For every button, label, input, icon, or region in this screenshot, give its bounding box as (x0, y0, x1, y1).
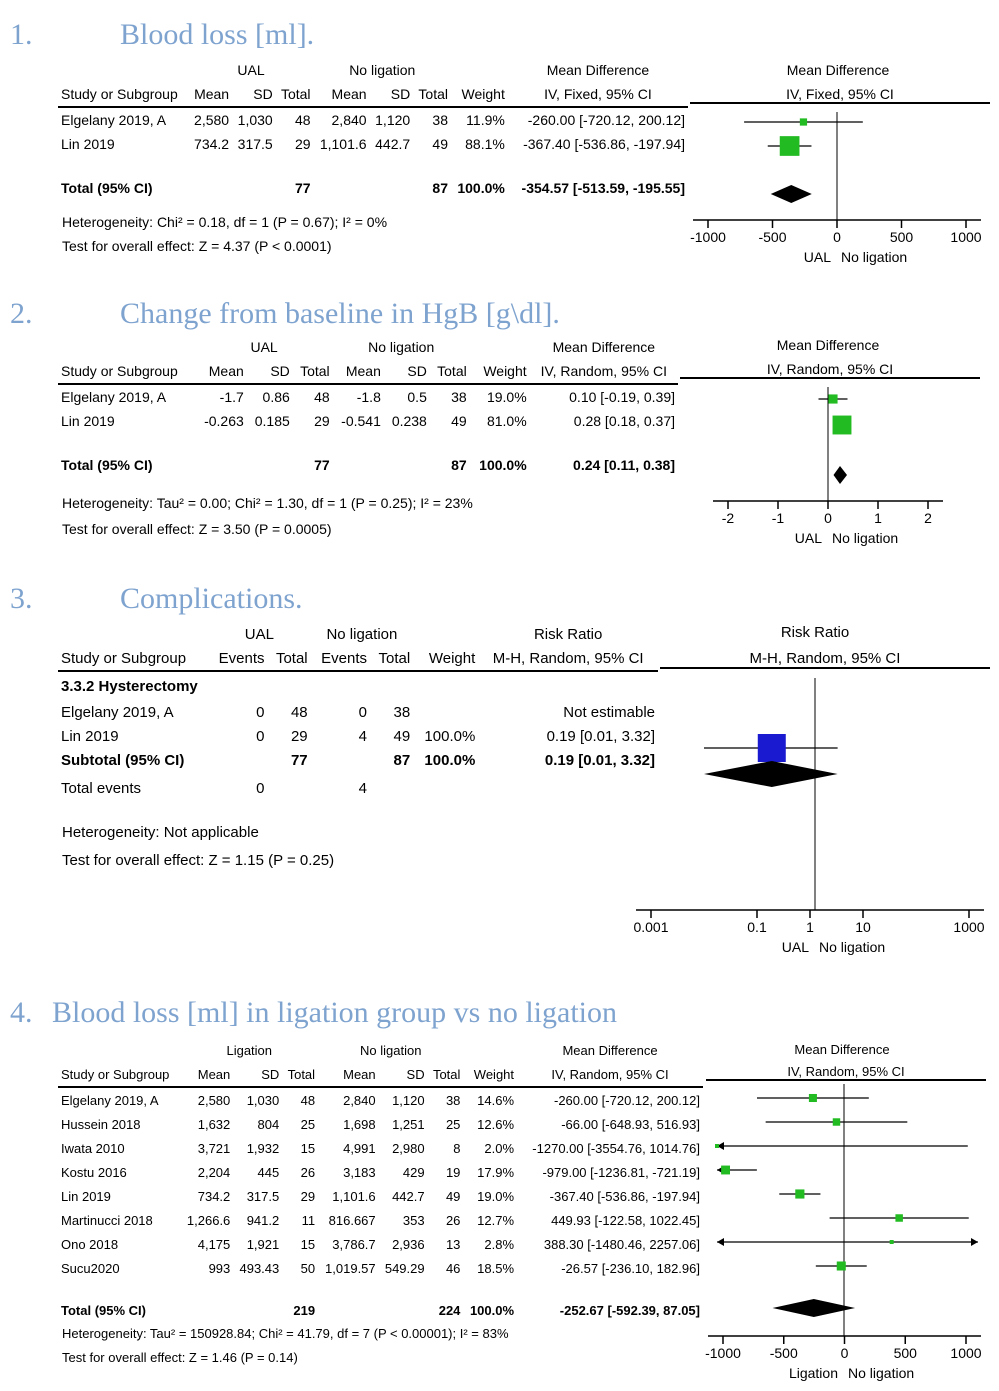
col-header: Events (321, 649, 368, 667)
cell: 12.6% (477, 1116, 515, 1132)
cell: 734.2 (194, 136, 230, 152)
col-header: IV, Fixed, 95% CI (544, 86, 652, 102)
group1-header: UAL (237, 62, 265, 78)
cell: 1,030 (246, 1092, 280, 1108)
axis-left-label: UAL (781, 939, 809, 955)
total-label: Total (95% CI) (61, 457, 153, 473)
study-name: Iwata 2010 (61, 1140, 125, 1156)
cell: -260.00 [-720.12, 200.12] (553, 1092, 700, 1108)
x-tick-label: -2 (721, 510, 735, 526)
cell: -66.00 [-648.93, 516.93] (561, 1116, 700, 1132)
cell: 317.5 (237, 136, 273, 152)
cell: 38 (432, 112, 448, 128)
cell: -260.00 [-720.12, 200.12] (527, 112, 685, 128)
panel-title: Complications. (120, 582, 303, 615)
cell: 2,840 (343, 1092, 376, 1108)
col-header: Study or Subgroup (61, 363, 178, 379)
cell: 38 (445, 1092, 461, 1108)
col-header: IV, Random, 95% CI (540, 363, 667, 379)
overall-effect-note: Test for overall effect: Z = 1.15 (P = 0.25) (62, 852, 335, 869)
study-marker (780, 136, 800, 156)
x-tick-label: -500 (769, 1345, 798, 1361)
cell: -354.57 [-513.59, -195.55] (521, 180, 685, 196)
ci-arrow-right (971, 1238, 978, 1246)
ci-arrow-left (717, 1238, 724, 1246)
cell: 29 (294, 136, 311, 152)
cell: 100.0% (457, 180, 505, 196)
axis-left-label: UAL (794, 530, 822, 546)
study-marker (800, 118, 807, 125)
panel-number: 2. (10, 297, 33, 330)
cell: 0.28 [0.18, 0.37] (573, 413, 675, 429)
axis-right-label: No ligation (832, 530, 899, 546)
axis-left-label: UAL (803, 249, 831, 265)
col-header: Total (287, 1066, 316, 1082)
col-header: Total (378, 649, 411, 667)
cell: 353 (402, 1212, 425, 1228)
col-header: SD (390, 86, 411, 102)
col-header: Total (275, 649, 308, 667)
cell: 18.5% (477, 1260, 515, 1276)
cell: 388.30 [-1480.46, 2257.06] (543, 1236, 700, 1252)
effect-header: Mean Difference (546, 62, 650, 78)
cell: -1.8 (356, 389, 381, 405)
cell: 3,786.7 (332, 1236, 376, 1252)
panel-3 (0, 570, 999, 980)
col-header: Mean (194, 86, 230, 102)
cell: 1,030 (237, 112, 273, 128)
cell: 14.6% (477, 1092, 515, 1108)
x-tick-label: 0.001 (633, 919, 669, 935)
col-header: Study or Subgroup (61, 649, 187, 667)
col-header: Total (437, 363, 467, 379)
cell: 0.5 (407, 389, 427, 405)
cell: 100.0% (424, 751, 476, 769)
study-name: Elgelany 2019, A (61, 112, 167, 128)
study-marker (721, 1166, 730, 1175)
cell: 50 (300, 1260, 316, 1276)
pooled-diamond (834, 466, 848, 484)
study-marker (758, 734, 786, 762)
x-tick-label: -1000 (705, 1345, 741, 1361)
overall-effect-note: Test for overall effect: Z = 4.37 (P < 0.0001) (62, 238, 332, 254)
x-tick-label: 0.1 (747, 919, 767, 935)
cell: 493.43 (239, 1260, 280, 1276)
heterogeneity-note: Heterogeneity: Chi² = 0.18, df = 1 (P = 0.67); I² = 0% (62, 214, 388, 230)
col-header: Weight (461, 86, 505, 102)
col-header: Mean (208, 363, 244, 379)
col-header: Total (432, 1066, 461, 1082)
cell: -367.40 [-536.86, -197.94] (523, 136, 685, 152)
overall-effect-note: Test for overall effect: Z = 1.46 (P = 0.14) (62, 1350, 298, 1365)
plot-header-2: IV, Random, 95% CI (706, 1064, 986, 1081)
col-header: Weight (473, 1066, 515, 1082)
heterogeneity-note: Heterogeneity: Tau² = 150928.84; Chi² = 41.79, df = 7 (P < 0.00001); I² = 83% (62, 1326, 509, 1341)
col-header: Mean (345, 363, 381, 379)
x-tick-label: 1000 (953, 919, 985, 935)
effect-header: Risk Ratio (533, 625, 603, 643)
col-header: SD (406, 1066, 425, 1082)
col-header: Mean (331, 86, 367, 102)
study-name: Sucu2020 (61, 1260, 120, 1276)
cell: 804 (257, 1116, 280, 1132)
col-header: Weight (428, 649, 476, 667)
plot-header-2: M-H, Random, 95% CI (660, 650, 990, 669)
forest-plot (0, 980, 999, 1391)
cell: 88.1% (465, 136, 505, 152)
x-tick-label: 0 (833, 229, 841, 245)
cell: 2,980 (392, 1140, 425, 1156)
cell: 49 (432, 136, 448, 152)
cell: 1,101.6 (332, 1188, 376, 1204)
cell: 2.8% (484, 1236, 515, 1252)
panel-4 (0, 980, 999, 1391)
col-header: Study or Subgroup (61, 1066, 170, 1082)
study-name: Elgelany 2019, A (61, 1092, 159, 1108)
col-header: SD (253, 86, 273, 102)
cell: 941.2 (246, 1212, 280, 1228)
col-header: Total (418, 86, 448, 102)
cell: 13 (445, 1236, 461, 1252)
x-tick-label: 1 (874, 510, 882, 526)
cell: 100.0% (479, 457, 527, 473)
subgroup-label: 3.3.2 Hysterectomy (61, 677, 198, 695)
cell: 12.7% (477, 1212, 515, 1228)
panel-number: 4. (10, 996, 33, 1029)
study-marker (837, 1261, 846, 1270)
cell: 1,932 (246, 1140, 280, 1156)
study-marker (833, 1118, 840, 1125)
effect-header: Mean Difference (562, 1042, 658, 1058)
cell: 15 (300, 1140, 316, 1156)
cell: 11 (301, 1212, 316, 1228)
pooled-diamond (773, 1299, 856, 1317)
heterogeneity-note: Heterogeneity: Tau² = 0.00; Chi² = 1.30, df = 1 (P = 0.25); I² = 23% (62, 495, 473, 511)
cell: 26 (445, 1212, 461, 1228)
cell: -0.263 (204, 413, 244, 429)
cell: 87 (432, 180, 448, 196)
cell: 87 (393, 751, 411, 769)
study-marker (895, 1214, 902, 1221)
col-header: Study or Subgroup (61, 86, 178, 102)
cell: 0 (256, 703, 265, 721)
cell: -252.67 [-592.39, 87.05] (559, 1302, 700, 1318)
axis-right-label: No ligation (841, 249, 908, 265)
plot-header: Mean Difference (794, 1042, 890, 1057)
cell: 25 (300, 1116, 316, 1132)
cell: 2,936 (392, 1236, 425, 1252)
total-events-label: Total events (61, 779, 142, 797)
cell: 0.238 (391, 413, 427, 429)
cell: 0.185 (254, 413, 290, 429)
study-name: Elgelany 2019, A (61, 703, 174, 721)
pooled-diamond (704, 761, 838, 787)
cell: 816.667 (328, 1212, 376, 1228)
col-header: Events (218, 649, 265, 667)
study-name: Hussein 2018 (61, 1116, 141, 1132)
panel-title: Blood loss [ml]. (120, 18, 315, 51)
cell: -979.00 [-1236.81, -721.19] (542, 1164, 700, 1180)
cell: 442.7 (392, 1188, 425, 1204)
x-tick-label: 2 (924, 510, 932, 526)
cell: 1,251 (392, 1116, 425, 1132)
study-name: Lin 2019 (61, 727, 119, 745)
cell: 77 (314, 457, 330, 473)
cell: 26 (300, 1164, 316, 1180)
pooled-diamond (771, 185, 812, 203)
group2-header: No ligation (349, 62, 416, 78)
cell: 993 (208, 1260, 231, 1276)
total-label: Total (95% CI) (61, 1302, 146, 1318)
panel-number: 3. (10, 582, 33, 615)
cell: 445 (257, 1164, 280, 1180)
study-name: Ono 2018 (61, 1236, 119, 1252)
cell: 224 (438, 1302, 461, 1318)
study-marker (890, 1240, 894, 1244)
panel-1 (0, 0, 999, 285)
study-marker (828, 394, 837, 403)
cell: 4 (358, 779, 368, 797)
col-header: M-H, Random, 95% CI (492, 649, 644, 667)
axis-left-label: Ligation (788, 1365, 838, 1381)
panel-title: Blood loss [ml] in ligation group vs no ligation (52, 996, 617, 1029)
cell: 2.0% (484, 1140, 515, 1156)
study-name: Lin 2019 (61, 136, 115, 152)
forest-plot (0, 570, 999, 980)
cell: 4,175 (197, 1236, 231, 1252)
cell: 2,580 (194, 112, 230, 128)
cell: 4,991 (343, 1140, 376, 1156)
cell: -0.541 (341, 413, 381, 429)
x-tick-label: -500 (758, 229, 787, 245)
cell: 0.19 [0.01, 3.32] (544, 751, 655, 769)
cell: 48 (314, 389, 330, 405)
study-name: Lin 2019 (61, 413, 115, 429)
cell: -1.7 (219, 389, 244, 405)
cell: 49 (451, 413, 467, 429)
x-tick-label: 500 (893, 1345, 917, 1361)
group1-header: UAL (250, 339, 278, 355)
cell: 1,120 (375, 112, 411, 128)
cell: 19.0% (477, 1188, 515, 1204)
panel-2 (0, 285, 999, 570)
cell: 0 (256, 779, 265, 797)
cell: 442.7 (375, 136, 411, 152)
cell: 87 (451, 457, 467, 473)
plot-header-2: IV, Random, 95% CI (680, 361, 980, 379)
axis-right-label: No ligation (848, 1365, 915, 1381)
plot-header: Risk Ratio (780, 624, 850, 641)
cell: 1,698 (343, 1116, 376, 1132)
col-header: SD (270, 363, 290, 379)
cell: 4 (358, 727, 368, 745)
group1-header: UAL (244, 625, 274, 643)
cell: 11.9% (466, 112, 505, 128)
cell: 100.0% (424, 727, 476, 745)
cell: 100.0% (469, 1302, 515, 1318)
cell: 3,183 (343, 1164, 376, 1180)
cell: 48 (290, 703, 308, 721)
cell: 81.0% (486, 413, 527, 429)
col-header: SD (407, 363, 427, 379)
forest-plot (0, 0, 999, 285)
cell: 2,580 (197, 1092, 231, 1108)
cell: 8 (453, 1140, 461, 1156)
cell: 219 (293, 1302, 316, 1318)
axis-right-label: No ligation (819, 939, 886, 955)
cell: 1,921 (246, 1236, 280, 1252)
x-tick-label: 0 (840, 1345, 849, 1361)
cell: 19 (445, 1164, 461, 1180)
cell: 48 (300, 1092, 316, 1108)
cell: 17.9% (477, 1164, 515, 1180)
cell: 0.24 [0.11, 0.38] (573, 457, 675, 473)
cell: 2,840 (331, 112, 367, 128)
study-name: Kostu 2016 (61, 1164, 127, 1180)
col-header: Mean (197, 1066, 231, 1082)
cell: 549.29 (384, 1260, 425, 1276)
cell: 0 (358, 703, 368, 721)
x-tick-label: -1000 (690, 229, 726, 245)
cell: 29 (290, 727, 308, 745)
cell: 29 (300, 1188, 316, 1204)
panel-number: 1. (10, 18, 33, 51)
col-header: SD (261, 1066, 280, 1082)
x-tick-label: -1 (771, 510, 785, 526)
cell: 0.86 (262, 389, 290, 405)
x-tick-label: 1 (806, 919, 814, 935)
study-marker (795, 1189, 804, 1198)
cell: 0.10 [-0.19, 0.39] (569, 389, 675, 405)
study-name: Lin 2019 (61, 1188, 111, 1204)
col-header: Total (280, 86, 311, 102)
col-header: Total (300, 363, 330, 379)
cell: 38 (393, 703, 411, 721)
panel-title: Change from baseline in HgB [g\dl]. (120, 297, 560, 330)
cell: 29 (314, 413, 330, 429)
heterogeneity-note: Heterogeneity: Not applicable (62, 824, 259, 841)
cell: 77 (294, 180, 311, 196)
cell: 1,101.6 (319, 136, 367, 152)
cell: 0.19 [0.01, 3.32] (546, 727, 655, 745)
plot-header: Mean Difference (776, 337, 880, 353)
x-tick-label: 0 (824, 510, 832, 526)
cell: 2,204 (197, 1164, 231, 1180)
cell: 1,266.6 (186, 1212, 231, 1228)
cell: 1,019.57 (325, 1260, 376, 1276)
plot-header-2: IV, Fixed, 95% CI (690, 86, 990, 104)
group2-header: No ligation (368, 339, 435, 355)
overall-effect-note: Test for overall effect: Z = 3.50 (P = 0.0005) (62, 521, 332, 537)
cell: 15 (300, 1236, 316, 1252)
cell: 429 (402, 1164, 425, 1180)
col-header: Mean (343, 1066, 376, 1082)
cell: Not estimable (563, 703, 655, 721)
cell: 77 (290, 751, 308, 769)
cell: 0 (256, 727, 265, 745)
cell: 38 (451, 389, 467, 405)
group2-header: No ligation (326, 625, 398, 643)
cell: 1,120 (392, 1092, 425, 1108)
cell: 49 (393, 727, 411, 745)
group1-header: Ligation (226, 1042, 273, 1058)
cell: 46 (445, 1260, 461, 1276)
effect-header: Mean Difference (552, 339, 656, 355)
cell: 3,721 (197, 1140, 231, 1156)
forest-plot (0, 285, 999, 570)
cell: 317.5 (246, 1188, 280, 1204)
cell: -1270.00 [-3554.76, 1014.76] (532, 1140, 700, 1156)
cell: 25 (445, 1116, 461, 1132)
study-marker (833, 416, 852, 435)
study-name: Elgelany 2019, A (61, 389, 167, 405)
cell: 19.0% (486, 389, 527, 405)
cell: 48 (294, 112, 311, 128)
plot-header: Mean Difference (786, 62, 890, 78)
cell: 734.2 (197, 1188, 231, 1204)
subtotal-label: Subtotal (95% CI) (61, 751, 185, 769)
study-name: Martinucci 2018 (61, 1212, 153, 1228)
cell: -26.57 [-236.10, 182.96] (561, 1260, 700, 1276)
cell: 1,632 (197, 1116, 231, 1132)
col-header: IV, Random, 95% CI (551, 1066, 669, 1082)
study-marker (809, 1094, 817, 1102)
col-header: Weight (483, 363, 527, 379)
cell: -367.40 [-536.86, -197.94] (549, 1188, 700, 1204)
x-tick-label: 1000 (950, 229, 982, 245)
cell: 49 (445, 1188, 461, 1204)
total-label: Total (95% CI) (61, 180, 153, 196)
x-tick-label: 500 (889, 229, 914, 245)
cell: 449.93 [-122.58, 1022.45] (551, 1212, 700, 1228)
study-marker (715, 1144, 719, 1148)
x-tick-label: 10 (855, 919, 871, 935)
x-tick-label: 1000 (950, 1345, 982, 1361)
group2-header: No ligation (360, 1042, 422, 1058)
